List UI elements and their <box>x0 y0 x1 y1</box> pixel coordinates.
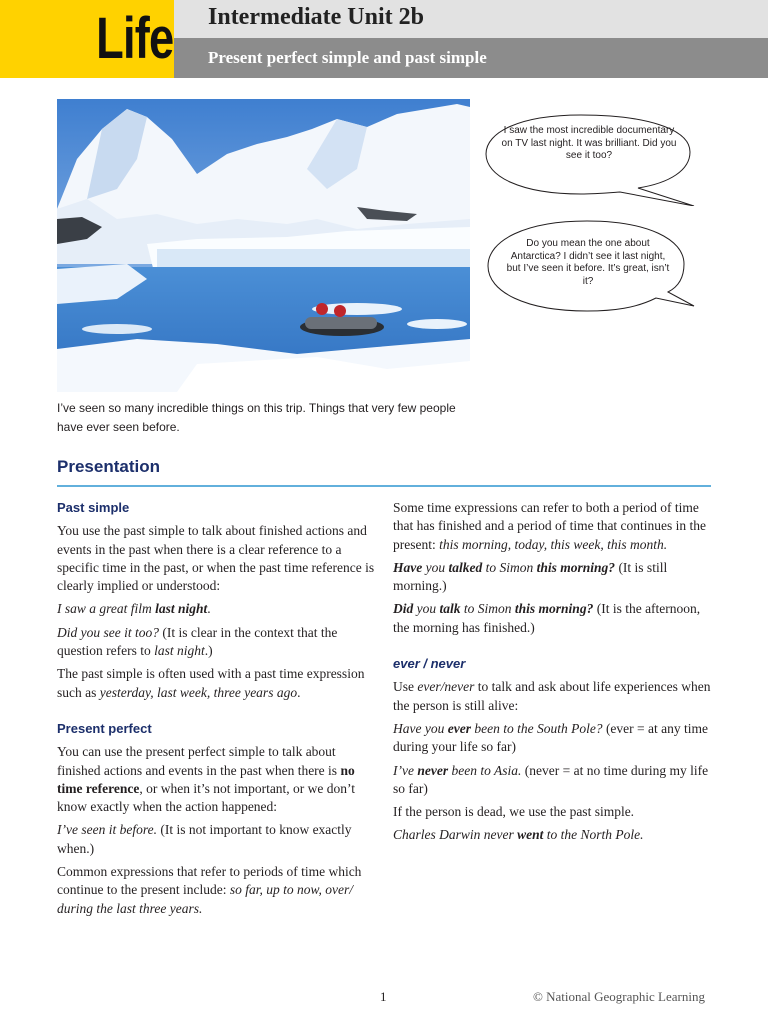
ever-never-rule: Use ever/never to talk and ask about life experiences when the person is still alive: <box>393 679 711 713</box>
heading-past-simple: Past simple <box>57 500 130 515</box>
past-time-expressions: The past simple is often used with a past time expression such as yesterday, last week, three years ago. <box>57 666 365 700</box>
life-logo: Life <box>0 0 174 78</box>
example-seen-it-before: I’ve seen it before. (It is not important to know exactly when.) <box>57 822 352 856</box>
example-last-night: I saw a great film last night. <box>57 601 211 617</box>
page-title: Intermediate Unit 2b <box>208 4 424 30</box>
page-subtitle: Present perfect simple and past simple <box>208 48 487 67</box>
present-perfect-rule: You can use the present perfect simple to talk about finished actions and events in the past when there is no time reference, or when it’s not important, or we don’t know exactly when the action happened: <box>57 744 356 815</box>
photo-caption: I’ve seen so many incredible things on this trip. Things that very few people have ever seen before. <box>57 401 456 434</box>
example-darwin: Charles Darwin never went to the North Pole. <box>393 827 644 843</box>
bubble-1-text: I saw the most incredible documentary on TV last night. It was brilliant. Did you see it too? <box>501 125 677 161</box>
speech-bubble-1 <box>480 106 702 206</box>
example-asia: I’ve never been to Asia. (never = at no time during my life so far) <box>393 762 709 796</box>
left-column <box>57 499 377 923</box>
section-divider <box>57 485 711 487</box>
antarctica-photo <box>57 99 470 392</box>
time-expressions-rule: Some time expressions can refer to both a period of time that has finished and a period of time that continues in the present: this morning, today, this week, this month. <box>393 500 707 552</box>
bubble-2-text: Do you mean the one about Antarctica? I didn’t see it last night, but I’ve seen it before. It’s great, isn’t it? <box>506 238 670 287</box>
copyright-notice: © National Geographic Learning <box>533 989 705 1004</box>
title-bar <box>174 0 768 38</box>
heading-ever-never: ever / never <box>393 656 466 672</box>
subtitle-bar <box>174 38 768 78</box>
dead-person-rule: If the person is dead, we use the past simple. <box>393 804 635 820</box>
speech-bubble-2 <box>480 218 702 318</box>
section-title: Presentation <box>57 457 160 476</box>
past-simple-rule: You use the past simple to talk about finished actions and events in the past when there is a clear reference to a specific time in the past, or when the past time reference is clearly implied or understood: <box>57 523 375 594</box>
example-south-pole: Have you ever been to the South Pole? (ever = at any time during your life so far) <box>393 720 709 755</box>
example-did-you-talk: Did you talk to Simon this morning? (It is the afternoon, the morning has finished.) <box>393 601 701 635</box>
example-did-you-see: Did you see it too? (It is clear in the context that the question refers to last night.) <box>57 624 338 659</box>
common-expressions: Common expressions that refer to periods of time which continue to the present include: so far, up to now, over/ during the last three years. <box>57 864 362 916</box>
page-number: 1 <box>380 989 387 1004</box>
heading-present-perfect: Present perfect <box>57 720 152 736</box>
right-column <box>393 499 718 850</box>
example-have-you-talked: Have you talked to Simon this morning? (It is still morning.) <box>393 559 668 594</box>
